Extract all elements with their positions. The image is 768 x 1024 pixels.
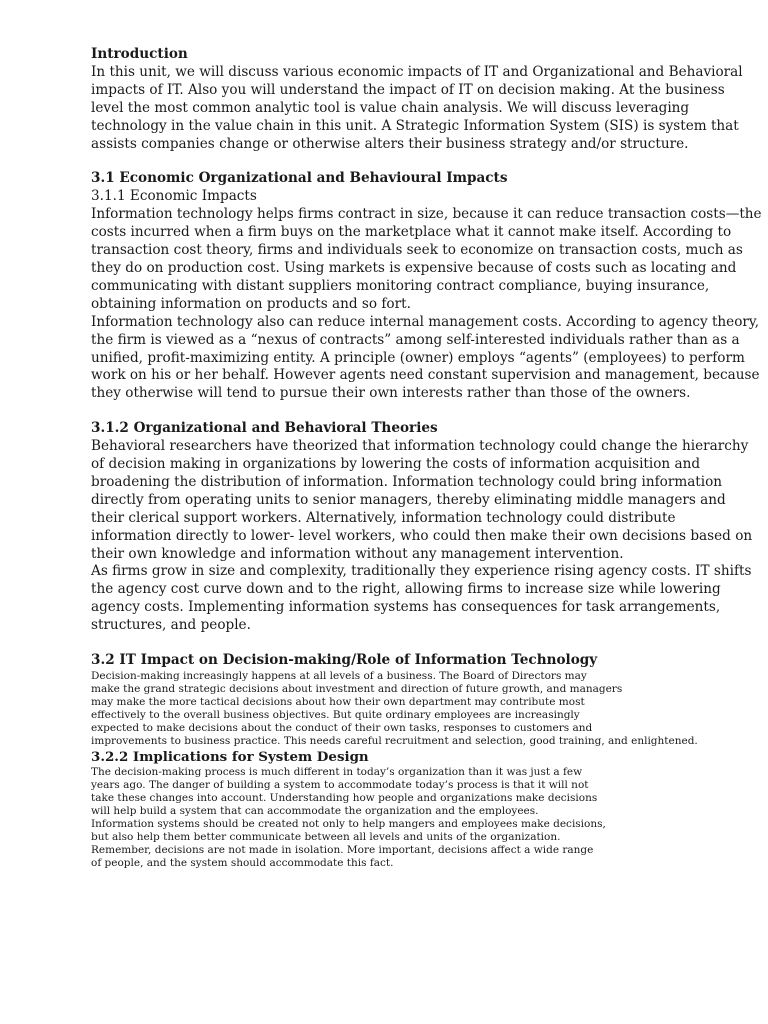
paragraph-line: Behavioral researchers have theorized that information technology could change the hierarchy (91, 438, 749, 455)
introduction-section (91, 46, 743, 153)
paragraph-line: assists companies change or otherwise alters their business strategy and/or structure. (91, 135, 689, 152)
paragraph-line: take these changes into account. Understanding how people and organizations make decisions (91, 791, 598, 804)
paragraph-line: transaction cost theory, firms and individuals seek to economize on transaction costs, much as (91, 242, 743, 259)
paragraph-line: their clerical support workers. Alternatively, information technology could distribute (91, 509, 676, 526)
paragraph-line: agency costs. Implementing information systems has consequences for task arrangements, (91, 599, 721, 616)
paragraph-line: the firm is viewed as a “nexus of contracts” among self-interested individuals rather than as a (91, 331, 740, 348)
paragraph-line: In this unit, we will discuss various economic impacts of IT and Organizational and Behavioral (91, 63, 743, 80)
paragraph-line: make the grand strategic decisions about investment and direction of future growth, and managers (91, 683, 623, 696)
document-page (91, 46, 762, 870)
paragraph-line: information directly to lower- level workers, who could then make their own decisions based on (91, 527, 753, 544)
paragraph-line: of decision making in organizations by lowering the costs of information acquisition and (91, 456, 701, 473)
paragraph-line: impacts of IT. Also you will understand the impact of IT on decision making. At the business (91, 81, 725, 98)
paragraph-line: years ago. The danger of building a system to accommodate today’s process is that it will not (91, 778, 589, 791)
section-heading: 3.2.2 Implications for System Design (91, 748, 369, 765)
paragraph-line: communicating with distant suppliers monitoring contract compliance, buying insurance, (91, 277, 710, 294)
paragraph-line: level the most common analytic tool is value chain analysis. We will discuss leveraging (91, 99, 690, 116)
paragraph-line: broadening the distribution of information. Information technology could bring information (91, 473, 723, 490)
paragraph-line: of people, and the system should accommodate this fact. (91, 857, 394, 870)
section-3-2-2 (91, 749, 681, 871)
paragraph-line: but also help them better communicate between all levels and units of the organization. (91, 831, 561, 844)
paragraph-line: technology in the value chain in this unit. A Strategic Information System (SIS) is system that (91, 117, 739, 134)
paragraph-line: work on his or her behalf. However agents need constant supervision and management, because (91, 367, 760, 384)
section-3-1 (91, 170, 762, 403)
paragraph-line: Information technology helps firms contract in size, because it can reduce transaction costs—the (91, 206, 762, 223)
section-3-1-2 (91, 420, 753, 635)
paragraph-line: improvements to business practice. This needs careful recruitment and selection, good training, and enlightened. (91, 735, 698, 748)
paragraph-line: will help build a system that can accommodate the organization and the employees. (91, 804, 539, 817)
paragraph-line: Information systems should be created not only to help mangers and employees make decisions, (91, 817, 606, 830)
section-heading: 3.1 Economic Organizational and Behavioural Impacts (91, 170, 508, 187)
section-heading: 3.2 IT Impact on Decision-making/Role of Information Technology (91, 652, 598, 669)
section-3-2 (91, 652, 698, 748)
paragraph-line: structures, and people. (91, 617, 251, 634)
paragraph-line: expected to make decisions about the conduct of their own tasks, responses to customers and (91, 722, 593, 735)
paragraph-line: effectively to the overall business objectives. But quite ordinary employees are increasingly (91, 709, 580, 722)
paragraph-line: they otherwise will tend to pursue their own interests rather than those of the owners. (91, 385, 691, 402)
paragraph-line: unified, profit-maximizing entity. A principle (owner) employs “agents” (employees) to perform (91, 349, 745, 366)
section-heading: 3.1.2 Organizational and Behavioral Theories (91, 420, 438, 437)
paragraph-line: As firms grow in size and complexity, traditionally they experience rising agency costs. IT shifts (91, 563, 752, 580)
paragraph-line: obtaining information on products and so fort. (91, 295, 411, 312)
paragraph-line: directly from operating units to senior managers, thereby eliminating middle managers and (91, 491, 726, 508)
paragraph-line: costs incurred when a firm buys on the marketplace what it cannot make itself. According to (91, 224, 732, 241)
paragraph-line: may make the more tactical decisions about how their own department may contribute most (91, 696, 585, 709)
paragraph-line: Information technology also can reduce internal management costs. According to agency theory, (91, 313, 760, 330)
paragraph-line: Decision-making increasingly happens at all levels of a business. The Board of Directors may (91, 670, 587, 682)
paragraph-line: they do on production cost. Using markets is expensive because of costs such as locating and (91, 259, 737, 276)
paragraph-line: The decision-making process is much different in today’s organization than it was just a few (91, 765, 583, 778)
subsection-heading: 3.1.1 Economic Impacts (91, 188, 257, 205)
paragraph-line: Remember, decisions are not made in isolation. More important, decisions affect a wide range (91, 844, 594, 857)
introduction-heading: Introduction (91, 46, 188, 62)
paragraph-line: the agency cost curve down and to the right, allowing firms to increase size while lowering (91, 581, 721, 598)
paragraph-line: their own knowledge and information without any management intervention. (91, 545, 624, 562)
